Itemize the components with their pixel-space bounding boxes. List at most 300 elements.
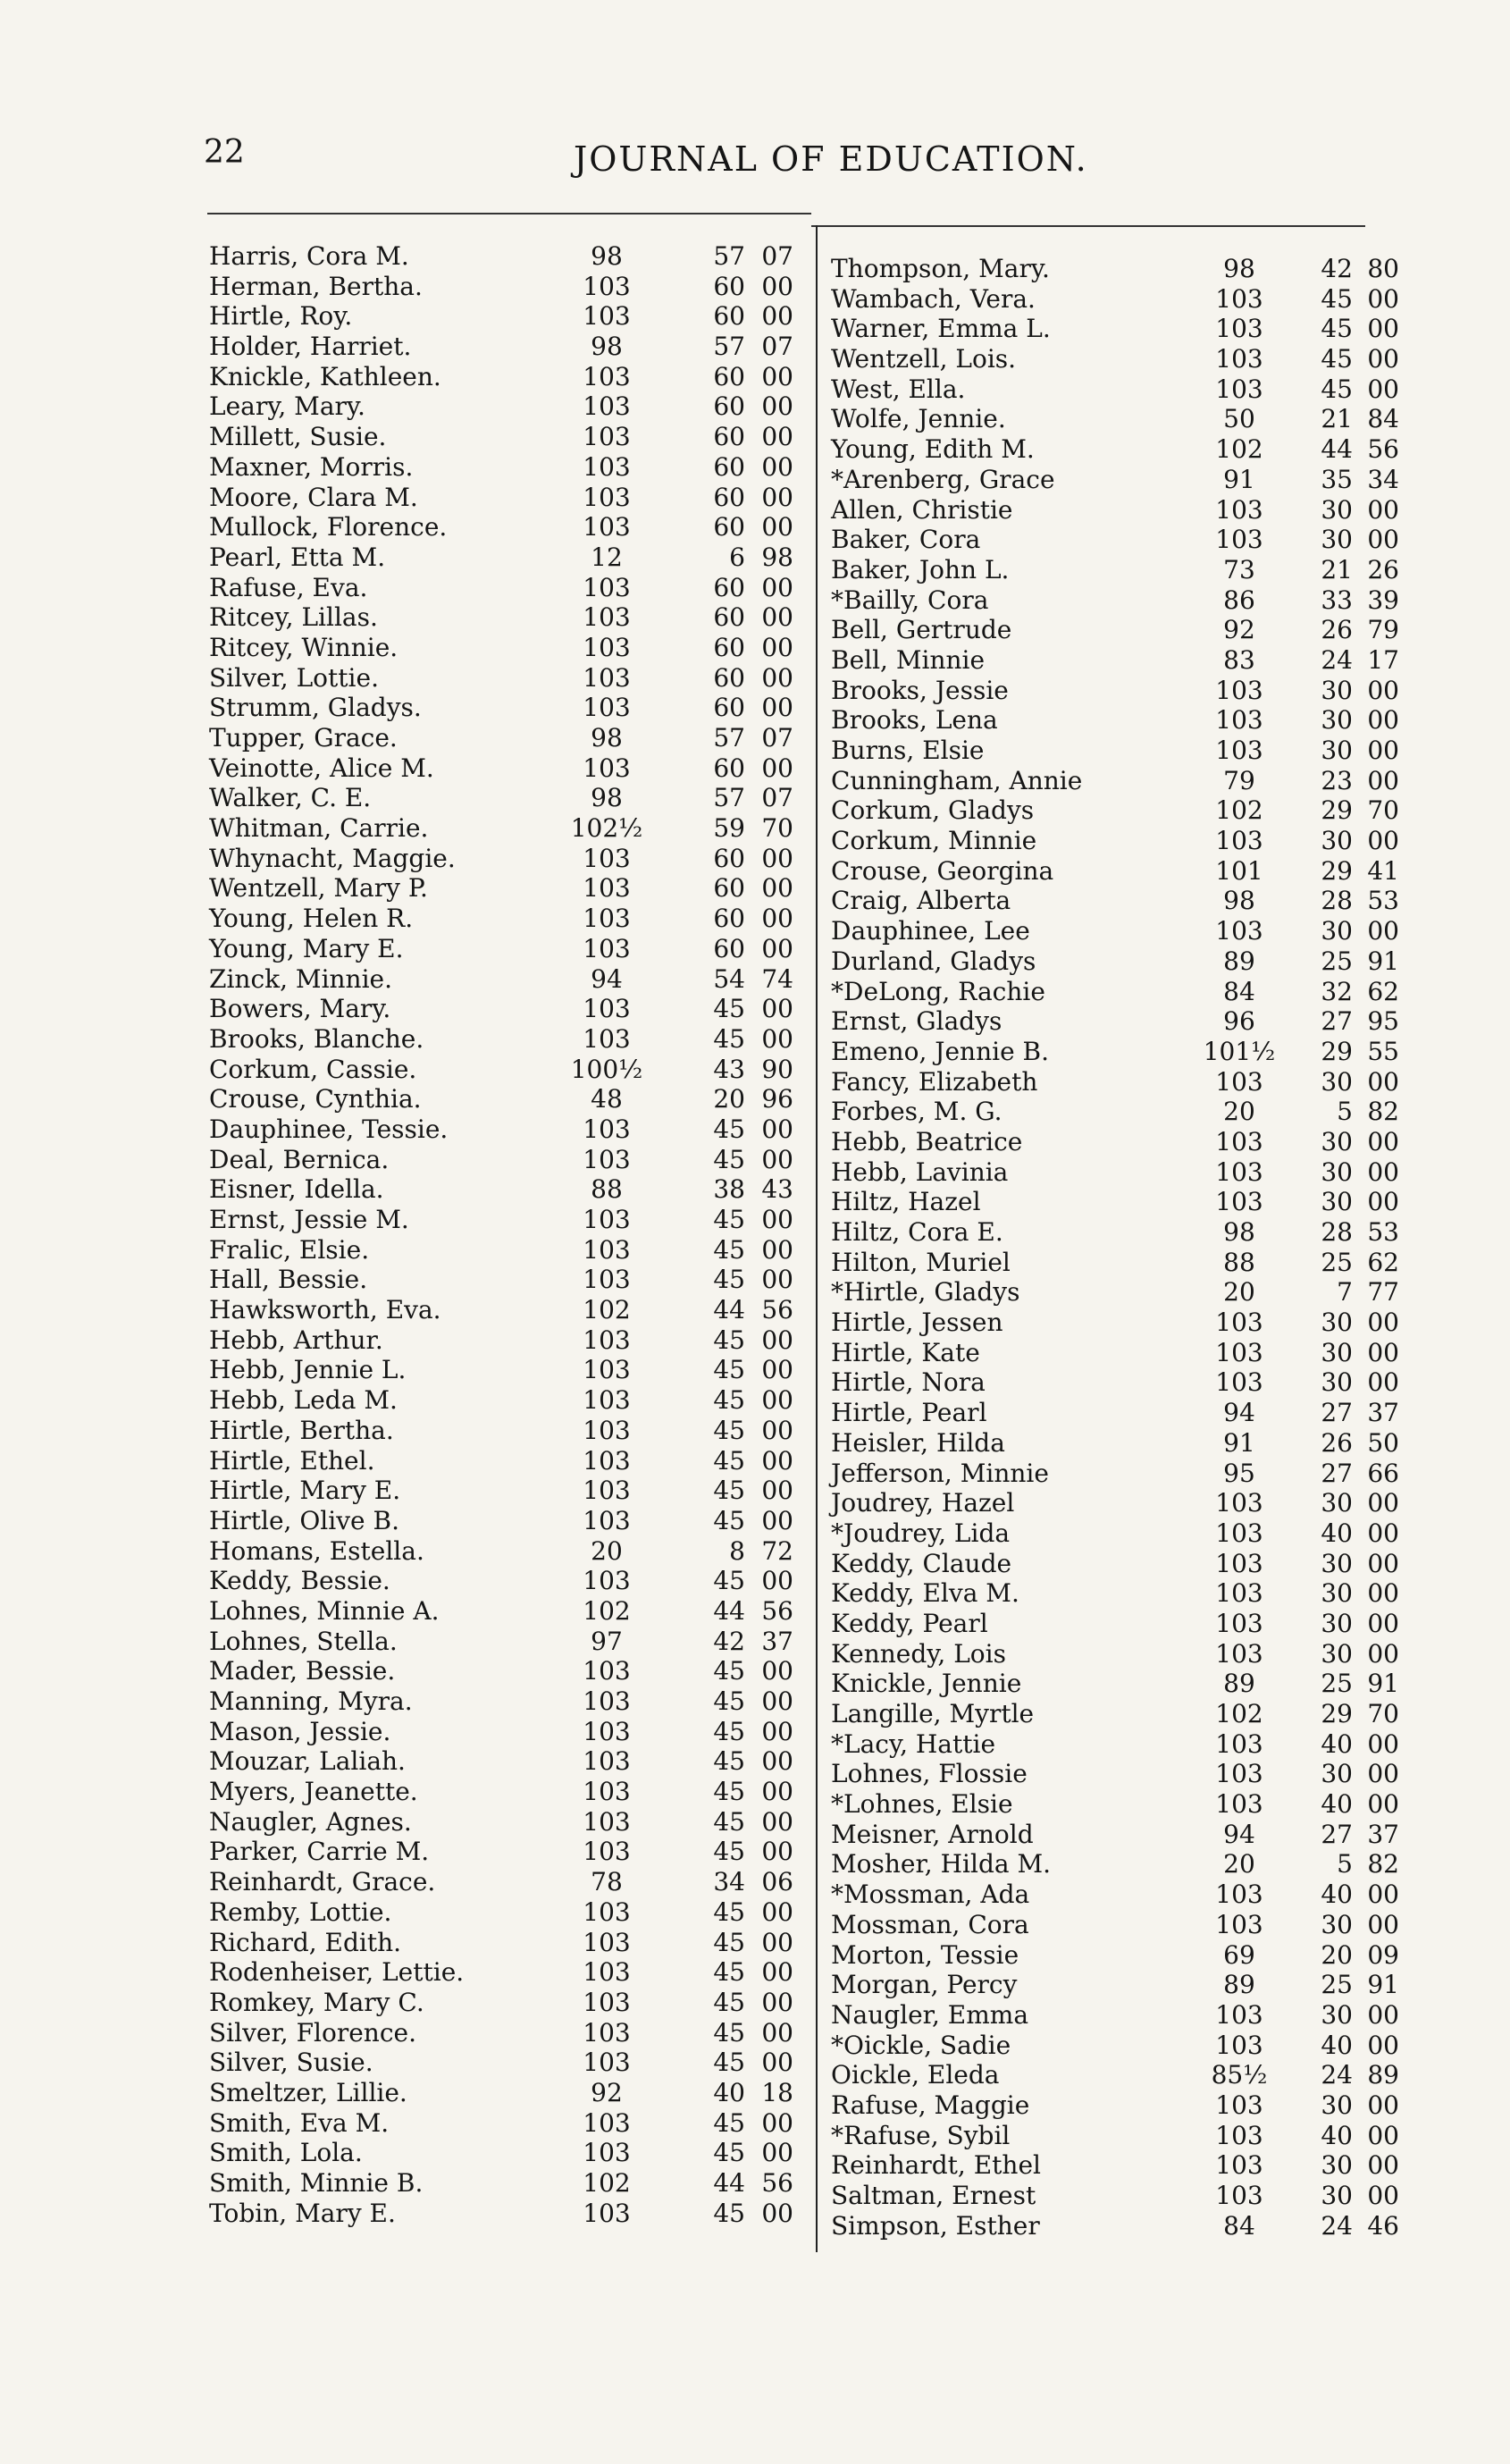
table-row [209, 2138, 799, 2168]
table-row [824, 1880, 1399, 1910]
header-rule-right [811, 225, 1365, 227]
amount-dollars: 45 [1321, 344, 1353, 374]
table-row [209, 1837, 799, 1867]
amount-cents: 70 [1367, 1699, 1399, 1728]
table-row [209, 1145, 799, 1175]
student-name: *Mossman, Ada [831, 1880, 1030, 1910]
table-row [824, 404, 1399, 434]
grant-value: 103 [1215, 1789, 1263, 1820]
amount-dollars: 60 [713, 451, 745, 482]
grant-value: 84 [1223, 2210, 1255, 2241]
student-name: Silver, Lottie. [209, 662, 379, 693]
student-name: Silver, Florence. [209, 2017, 416, 2048]
student-name: Hirtle, Jessen [831, 1308, 1003, 1338]
grant-value: 103 [583, 1265, 631, 1295]
amount-dollars: 44 [713, 2168, 745, 2198]
grant-value: 73 [1223, 554, 1255, 584]
amount-cents: 00 [761, 512, 793, 542]
table-row [824, 1789, 1399, 1820]
amount-dollars: 30 [1321, 1308, 1353, 1338]
amount-dollars: 45 [713, 994, 745, 1024]
grant-value: 102 [583, 1595, 631, 1626]
table-row [824, 1849, 1399, 1880]
amount-cents: 74 [761, 963, 793, 994]
amount-dollars: 42 [1321, 254, 1353, 283]
amount-cents: 00 [761, 904, 793, 934]
student-name: Naugler, Emma [831, 1999, 1029, 2030]
amount-cents: 00 [1367, 675, 1399, 705]
amount-dollars: 24 [1321, 2210, 1353, 2241]
table-row [209, 301, 799, 332]
grant-value: 103 [1215, 916, 1263, 946]
left-column-list [209, 241, 799, 2228]
student-name: Homans, Estella. [209, 1535, 424, 1566]
grant-value: 20 [591, 1535, 623, 1566]
table-row [209, 1656, 799, 1686]
student-name: Zinck, Minnie. [209, 963, 393, 994]
grant-value: 89 [1223, 946, 1255, 976]
amount-dollars: 32 [1321, 976, 1353, 1006]
amount-cents: 00 [761, 1325, 793, 1355]
table-row [209, 1627, 799, 1657]
student-name: Smith, Lola. [209, 2138, 363, 2168]
grant-value: 103 [583, 361, 631, 391]
page-number: 22 [204, 134, 245, 171]
amount-cents: 00 [761, 2198, 793, 2228]
amount-dollars: 45 [713, 1234, 745, 1265]
grant-value: 103 [583, 451, 631, 482]
table-row [209, 362, 799, 392]
student-name: Fralic, Elsie. [209, 1234, 370, 1265]
grant-value: 103 [1215, 2120, 1263, 2150]
student-name: Rafuse, Maggie [831, 2090, 1030, 2120]
table-row [824, 1939, 1399, 1971]
table-row [824, 2090, 1399, 2121]
grant-value: 103 [583, 1476, 631, 1506]
table-row [209, 2168, 799, 2199]
student-name: Hirtle, Mary E. [209, 1476, 401, 1506]
grant-value: 101 [1215, 855, 1263, 886]
student-name: Corkum, Minnie [831, 826, 1037, 856]
right-column-list [824, 254, 1399, 2241]
amount-dollars: 40 [1321, 1880, 1353, 1910]
grant-value: 103 [583, 994, 631, 1024]
amount-cents: 00 [761, 1205, 793, 1234]
table-row [824, 765, 1399, 796]
student-name: Jefferson, Minnie [831, 1458, 1049, 1488]
grant-value: 103 [1215, 1126, 1263, 1156]
grant-value: 102 [583, 2168, 631, 2198]
amount-dollars: 45 [1321, 314, 1353, 344]
amount-dollars: 34 [713, 1867, 745, 1897]
amount-dollars: 45 [713, 1265, 745, 1295]
student-name: *Oickle, Sadie [831, 2030, 1011, 2060]
amount-cents: 09 [1367, 1939, 1399, 1970]
table-row [824, 1518, 1399, 1549]
table-row [209, 1867, 799, 1897]
grant-value: 103 [1215, 675, 1263, 705]
column-divider [816, 225, 818, 2252]
amount-dollars: 45 [713, 1746, 745, 1777]
amount-dollars: 60 [713, 662, 745, 693]
amount-cents: 46 [1367, 2210, 1399, 2241]
amount-cents: 00 [761, 693, 793, 723]
table-row [209, 422, 799, 452]
amount-cents: 00 [1367, 1308, 1399, 1338]
student-name: Meisner, Arnold [831, 1819, 1034, 1849]
table-row [824, 1156, 1399, 1188]
grant-value: 103 [583, 1234, 631, 1265]
amount-cents: 00 [761, 361, 793, 391]
amount-dollars: 30 [1321, 1638, 1353, 1669]
table-row [209, 1355, 799, 1385]
table-row [824, 826, 1399, 856]
amount-cents: 00 [1367, 1608, 1399, 1638]
amount-dollars: 44 [713, 1295, 745, 1325]
table-row [824, 1909, 1399, 1940]
amount-cents: 00 [761, 873, 793, 904]
student-name: *Lohnes, Elsie [831, 1789, 1013, 1820]
table-row [209, 1024, 799, 1055]
student-name: Young, Helen R. [209, 904, 414, 934]
student-name: Remby, Lottie. [209, 1896, 392, 1927]
grant-value: 98 [591, 723, 623, 753]
amount-cents: 00 [761, 1957, 793, 1988]
amount-cents: 37 [1367, 1398, 1399, 1428]
amount-dollars: 30 [1321, 2181, 1353, 2210]
table-row [824, 1247, 1399, 1278]
table-row [824, 554, 1399, 585]
amount-dollars: 30 [1321, 525, 1353, 555]
table-row [209, 934, 799, 964]
amount-cents: 34 [1367, 464, 1399, 494]
table-row [209, 1084, 799, 1114]
student-name: Hiltz, Hazel [831, 1187, 981, 1217]
amount-dollars: 26 [1321, 615, 1353, 645]
table-row [824, 1217, 1399, 1248]
amount-dollars: 45 [713, 1144, 745, 1174]
grant-value: 86 [1223, 584, 1255, 615]
grant-value: 102 [1215, 795, 1263, 826]
amount-dollars: 45 [713, 2017, 745, 2048]
amount-dollars: 40 [1321, 1789, 1353, 1820]
student-name: Mullock, Florence. [209, 512, 448, 542]
table-row [824, 1458, 1399, 1489]
amount-dollars: 45 [713, 2138, 745, 2168]
student-name: Keddy, Bessie. [209, 1566, 390, 1596]
student-name: Mason, Jessie. [209, 1716, 391, 1746]
amount-dollars: 35 [1321, 464, 1353, 494]
table-row [824, 886, 1399, 916]
grant-value: 103 [583, 512, 631, 542]
grant-value: 103 [1215, 2030, 1263, 2060]
student-name: Smeltzer, Lillie. [209, 2077, 407, 2107]
grant-value: 85½ [1211, 2060, 1268, 2090]
table-row [209, 573, 799, 603]
student-name: Ernst, Gladys [831, 1006, 1002, 1037]
amount-cents: 26 [1367, 554, 1399, 584]
amount-dollars: 45 [713, 1957, 745, 1988]
amount-cents: 00 [1367, 1638, 1399, 1669]
table-row [209, 1235, 799, 1266]
student-name: Bell, Minnie [831, 644, 986, 675]
amount-dollars: 44 [713, 1595, 745, 1626]
amount-cents: 56 [761, 2168, 793, 2198]
table-row [209, 512, 799, 542]
page-header [0, 134, 1510, 188]
student-name: Rafuse, Eva. [209, 572, 368, 602]
table-row [209, 964, 799, 995]
table-row [824, 464, 1399, 495]
student-name: Smith, Minnie B. [209, 2168, 424, 2198]
grant-value: 103 [583, 1415, 631, 1445]
amount-cents: 00 [1367, 1488, 1399, 1518]
amount-cents: 62 [1367, 1247, 1399, 1277]
student-name: Lohnes, Flossie [831, 1759, 1028, 1789]
amount-dollars: 60 [713, 693, 745, 723]
grant-value: 103 [1215, 283, 1263, 314]
student-name: Veinotte, Alice M. [209, 753, 434, 783]
student-name: *DeLong, Rachie [831, 976, 1045, 1006]
amount-dollars: 30 [1321, 736, 1353, 765]
student-name: Myers, Jeanette. [209, 1777, 418, 1807]
table-row [824, 675, 1399, 706]
amount-dollars: 29 [1321, 1036, 1353, 1066]
table-row [209, 483, 799, 513]
amount-cents: 00 [761, 933, 793, 963]
amount-cents: 00 [1367, 494, 1399, 525]
amount-cents: 00 [761, 422, 793, 452]
amount-cents: 00 [1367, 2150, 1399, 2181]
amount-cents: 00 [761, 1927, 793, 1957]
grant-value: 103 [583, 753, 631, 783]
student-name: Hirtle, Nora [831, 1367, 986, 1398]
table-row [824, 644, 1399, 676]
grant-value: 103 [1215, 1999, 1263, 2030]
table-row [209, 1446, 799, 1476]
student-name: Hawksworth, Eva. [209, 1295, 441, 1325]
amount-cents: 91 [1367, 1669, 1399, 1699]
amount-dollars: 30 [1321, 1488, 1353, 1518]
grant-value: 103 [583, 301, 631, 332]
amount-dollars: 30 [1321, 916, 1353, 946]
grant-value: 69 [1223, 1939, 1255, 1970]
amount-dollars: 45 [713, 1686, 745, 1716]
table-row [824, 1398, 1399, 1428]
student-name: Lohnes, Stella. [209, 1626, 398, 1656]
grant-value: 103 [583, 1205, 631, 1234]
student-name: Rodenheiser, Lettie. [209, 1957, 465, 1988]
amount-dollars: 30 [1321, 2150, 1353, 2181]
amount-dollars: 45 [1321, 283, 1353, 314]
student-name: Keddy, Pearl [831, 1608, 988, 1638]
grant-value: 103 [1215, 1518, 1263, 1548]
grant-value: 83 [1223, 644, 1255, 675]
amount-dollars: 28 [1321, 886, 1353, 916]
student-name: Hebb, Jennie L. [209, 1355, 407, 1385]
table-row [209, 1476, 799, 1506]
student-name: Silver, Susie. [209, 2048, 373, 2078]
table-row [824, 2120, 1399, 2151]
student-name: *Hirtle, Gladys [831, 1277, 1020, 1308]
table-row [824, 1608, 1399, 1639]
table-row [209, 1897, 799, 1928]
amount-cents: 00 [1367, 344, 1399, 374]
table-row [209, 2048, 799, 2078]
table-row [209, 1686, 799, 1717]
student-name: Simpson, Esther [831, 2210, 1040, 2241]
student-name: Forbes, M. G. [831, 1097, 1002, 1127]
student-name: Morton, Tessie [831, 1939, 1019, 1970]
amount-dollars: 30 [1321, 1156, 1353, 1187]
student-name: Manning, Myra. [209, 1686, 413, 1716]
student-name: Crouse, Georgina [831, 855, 1054, 886]
grant-value: 102 [1215, 434, 1263, 465]
amount-cents: 00 [1367, 705, 1399, 736]
student-name: Tobin, Mary E. [209, 2198, 396, 2228]
table-row [209, 1506, 799, 1536]
amount-cents: 91 [1367, 946, 1399, 976]
amount-dollars: 45 [713, 1385, 745, 1416]
amount-cents: 00 [1367, 1728, 1399, 1759]
amount-cents: 00 [761, 2048, 793, 2078]
amount-dollars: 21 [1321, 404, 1353, 434]
grant-value: 103 [1215, 1880, 1263, 1910]
student-name: Wentzell, Mary P. [209, 873, 428, 904]
amount-cents: 00 [1367, 916, 1399, 946]
grant-value: 103 [583, 873, 631, 904]
amount-dollars: 60 [713, 873, 745, 904]
table-row [209, 1957, 799, 1988]
student-name: *Arenberg, Grace [831, 464, 1055, 494]
amount-cents: 95 [1367, 1006, 1399, 1037]
amount-cents: 72 [761, 1535, 793, 1566]
amount-dollars: 60 [713, 843, 745, 873]
amount-cents: 00 [1367, 1789, 1399, 1820]
grant-value: 103 [583, 1957, 631, 1988]
amount-cents: 00 [761, 572, 793, 602]
grant-value: 103 [1215, 2181, 1263, 2210]
grant-value: 103 [583, 1325, 631, 1355]
amount-dollars: 25 [1321, 946, 1353, 976]
student-name: Hebb, Arthur. [209, 1325, 383, 1355]
amount-dollars: 29 [1321, 795, 1353, 826]
student-name: Knickle, Jennie [831, 1669, 1022, 1699]
student-name: Hirtle, Ethel. [209, 1445, 375, 1476]
amount-dollars: 28 [1321, 1217, 1353, 1247]
table-row [209, 1174, 799, 1205]
amount-cents: 00 [1367, 1156, 1399, 1187]
grant-value: 95 [1223, 1458, 1255, 1488]
amount-cents: 82 [1367, 1097, 1399, 1127]
table-row [824, 976, 1399, 1007]
table-row [824, 1578, 1399, 1609]
table-row [824, 615, 1399, 645]
amount-dollars: 45 [713, 1355, 745, 1385]
amount-dollars: 60 [713, 602, 745, 633]
amount-dollars: 24 [1321, 2060, 1353, 2090]
table-row [824, 494, 1399, 526]
table-row [209, 1988, 799, 2018]
amount-dollars: 30 [1321, 1066, 1353, 1097]
grant-value: 100½ [570, 1054, 643, 1084]
table-row [209, 873, 799, 904]
amount-cents: 00 [1367, 2120, 1399, 2150]
amount-dollars: 60 [713, 391, 745, 422]
amount-dollars: 24 [1321, 644, 1353, 675]
grant-value: 103 [583, 1023, 631, 1054]
amount-dollars: 45 [713, 1656, 745, 1686]
table-row [824, 1126, 1399, 1157]
grant-value: 103 [1215, 1308, 1263, 1338]
amount-cents: 00 [761, 1445, 793, 1476]
amount-cents: 00 [761, 1777, 793, 1807]
grant-value: 103 [583, 271, 631, 301]
grant-value: 103 [583, 602, 631, 633]
grant-value: 103 [583, 933, 631, 963]
grant-value: 98 [591, 332, 623, 362]
grant-value: 103 [583, 904, 631, 934]
student-name: Ritcey, Lillas. [209, 602, 378, 633]
table-row [209, 1566, 799, 1596]
student-name: Maxner, Morris. [209, 451, 414, 482]
student-name: Whitman, Carrie. [209, 813, 429, 844]
grant-value: 101½ [1203, 1036, 1276, 1066]
table-row [824, 1036, 1399, 1067]
student-name: Harris, Cora M. [209, 241, 409, 271]
amount-cents: 00 [761, 451, 793, 482]
grant-value: 103 [583, 693, 631, 723]
amount-cents: 00 [761, 1385, 793, 1416]
amount-dollars: 30 [1321, 1909, 1353, 1939]
table-row [209, 1114, 799, 1145]
table-row [824, 1308, 1399, 1338]
amount-cents: 00 [1367, 374, 1399, 404]
amount-dollars: 29 [1321, 1699, 1353, 1728]
grant-value: 103 [583, 1656, 631, 1686]
amount-cents: 06 [761, 1867, 793, 1897]
table-row [209, 391, 799, 422]
table-row [209, 1928, 799, 1958]
amount-dollars: 40 [1321, 1728, 1353, 1759]
grant-value: 103 [583, 1777, 631, 1807]
amount-dollars: 57 [713, 783, 745, 813]
amount-dollars: 30 [1321, 1126, 1353, 1156]
amount-dollars: 45 [713, 1476, 745, 1506]
amount-dollars: 45 [713, 1837, 745, 1867]
amount-cents: 00 [1367, 736, 1399, 765]
student-name: Young, Edith M. [831, 434, 1035, 465]
amount-dollars: 60 [713, 632, 745, 662]
amount-cents: 00 [1367, 1880, 1399, 1910]
grant-value: 103 [583, 1686, 631, 1716]
table-row [209, 332, 799, 362]
student-name: Pearl, Etta M. [209, 542, 386, 572]
amount-dollars: 59 [713, 813, 745, 844]
table-row [824, 2060, 1399, 2090]
grant-value: 103 [583, 1837, 631, 1867]
amount-dollars: 60 [713, 301, 745, 332]
amount-dollars: 45 [713, 1205, 745, 1234]
amount-dollars: 43 [713, 1054, 745, 1084]
table-row [209, 813, 799, 844]
grant-value: 103 [1215, 1488, 1263, 1518]
amount-cents: 62 [1367, 976, 1399, 1006]
table-row [824, 1187, 1399, 1217]
grant-value: 102 [583, 1295, 631, 1325]
student-name: *Joudrey, Lida [831, 1518, 1011, 1548]
grant-value: 103 [1215, 525, 1263, 555]
